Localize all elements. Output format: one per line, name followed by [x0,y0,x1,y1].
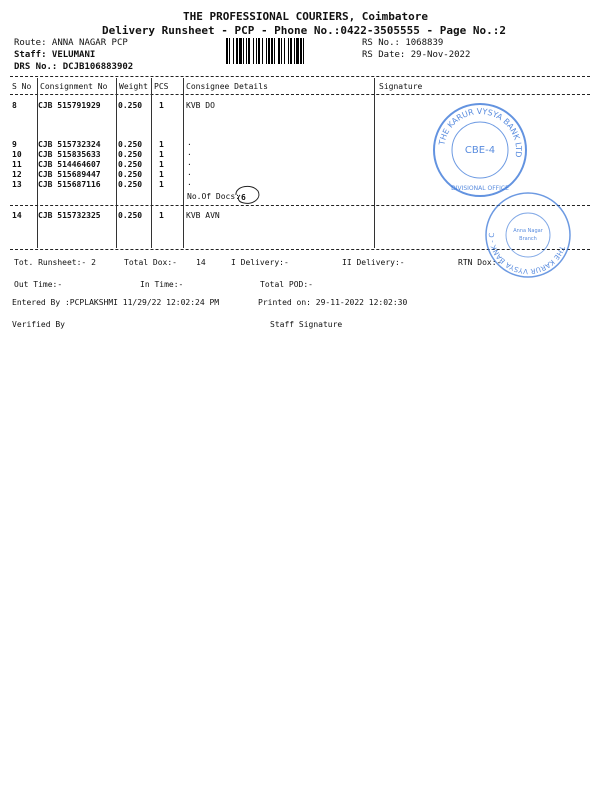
no-of-docs-label: No.Of Docs: [187,192,240,201]
col-weight: Weight [119,82,148,91]
row-consignee: . [187,138,192,147]
row-consignee: . [187,158,192,167]
row-consignment: CJB 514464607 [38,160,101,169]
row-sno: 13 [12,180,22,189]
verified-by: Verified By [12,320,65,329]
svg-text:CBE-4: CBE-4 [464,145,496,156]
row-weight: 0.250 [118,160,143,169]
no-of-docs-value: 6 [241,193,246,202]
total-runsheet: Tot. Runsheet:- 2 [14,258,96,267]
row-sno: 9 [12,140,17,149]
svg-text:Branch: Branch [519,236,537,242]
svg-text:THE KARUR VYSYA BANK - COIMBAT: THE KARUR VYSYA BANK - C [487,232,566,276]
staff-label: Staff: VELUMANI [14,50,96,60]
entered-by: Entered By :PCPLAKSHMI 11/29/22 12:02:24 PM [12,298,220,307]
row-consignment: CJB 515835633 [38,150,101,159]
row-pcs: 1 [159,101,164,110]
rs-date: RS Date: 29-Nov-2022 [362,50,471,60]
svg-text:Anna Nagar: Anna Nagar [513,228,543,234]
row-weight: 0.250 [118,140,143,149]
col-signature: Signature [379,82,423,91]
header-top-rule [10,76,590,77]
route-label: Route: ANNA NAGAR PCP [14,38,128,48]
col-divider [116,78,117,248]
bank-stamp-divisional [430,100,530,200]
runsheet-title: Delivery Runsheet - PCP - Phone No.:0422-3505555 - Page No.:2 [102,24,506,37]
bank-stamp-branch [478,190,578,280]
row-consignee: KVB DO [186,101,215,110]
total-dox-label: Total Dox:- [124,258,177,267]
rtn-dox: RTN Dox:- [458,258,502,267]
row-sno: 14 [12,211,22,220]
company-title: THE PROFESSIONAL COURIERS, Coimbatore [183,10,429,23]
row-pcs: 1 [159,170,164,179]
row-sno: 11 [12,160,22,169]
row-consignment: CJB 515687116 [38,180,101,189]
row-pcs: 1 [159,150,164,159]
row-consignment: CJB 515689447 [38,170,101,179]
row-sno: 8 [12,101,17,110]
barcode [226,38,356,64]
row-consignment: CJB 515732325 [38,211,101,220]
row-consignee: . [187,148,192,157]
header-bottom-rule [10,94,590,95]
total-pod: Total POD:- [260,280,313,289]
row-pcs: 1 [159,160,164,169]
drs-number: DRS No.: DCJB106883902 [14,62,134,72]
col-divider [183,78,184,248]
svg-text:THE KARUR VYSYA BANK LTD: THE KARUR VYSYA BANK LTD [437,106,524,158]
row-pcs: 1 [159,180,164,189]
i-delivery: I Delivery:- [231,258,289,267]
total-dox-value: 14 [196,258,206,267]
row-consignment: CJB 515732324 [38,140,101,149]
rs-number: RS No.: 1068839 [362,38,444,48]
no-of-docs-circle [232,181,262,207]
col-divider [374,78,375,248]
row-consignee: KVB AVN [186,211,220,220]
row-pcs: 1 [159,140,164,149]
out-time: Out Time:- [14,280,63,289]
printed-on: Printed on: 29-11-2022 12:02:30 [258,298,408,307]
staff-signature: Staff Signature [270,320,343,329]
row-consignment: CJB 515791929 [38,101,101,110]
ii-delivery: II Delivery:- [342,258,405,267]
row-consignee: . [187,168,192,177]
row-weight: 0.250 [118,101,143,110]
row-pcs: 1 [159,211,164,220]
in-time: In Time:- [140,280,184,289]
col-consignment: Consignment No [40,82,108,91]
col-pcs: PCS [154,82,169,91]
row-sno: 10 [12,150,22,159]
row-weight: 0.250 [118,211,143,220]
svg-text:DIVISIONAL OFFICE: DIVISIONAL OFFICE [451,185,509,192]
row-weight: 0.250 [118,180,143,189]
col-divider [151,78,152,248]
col-consignee: Consignee Details [186,82,268,91]
row-sno: 12 [12,170,22,179]
col-sno: S No [12,82,32,91]
row-consignee: . [187,178,192,187]
row-weight: 0.250 [118,150,143,159]
row-weight: 0.250 [118,170,143,179]
